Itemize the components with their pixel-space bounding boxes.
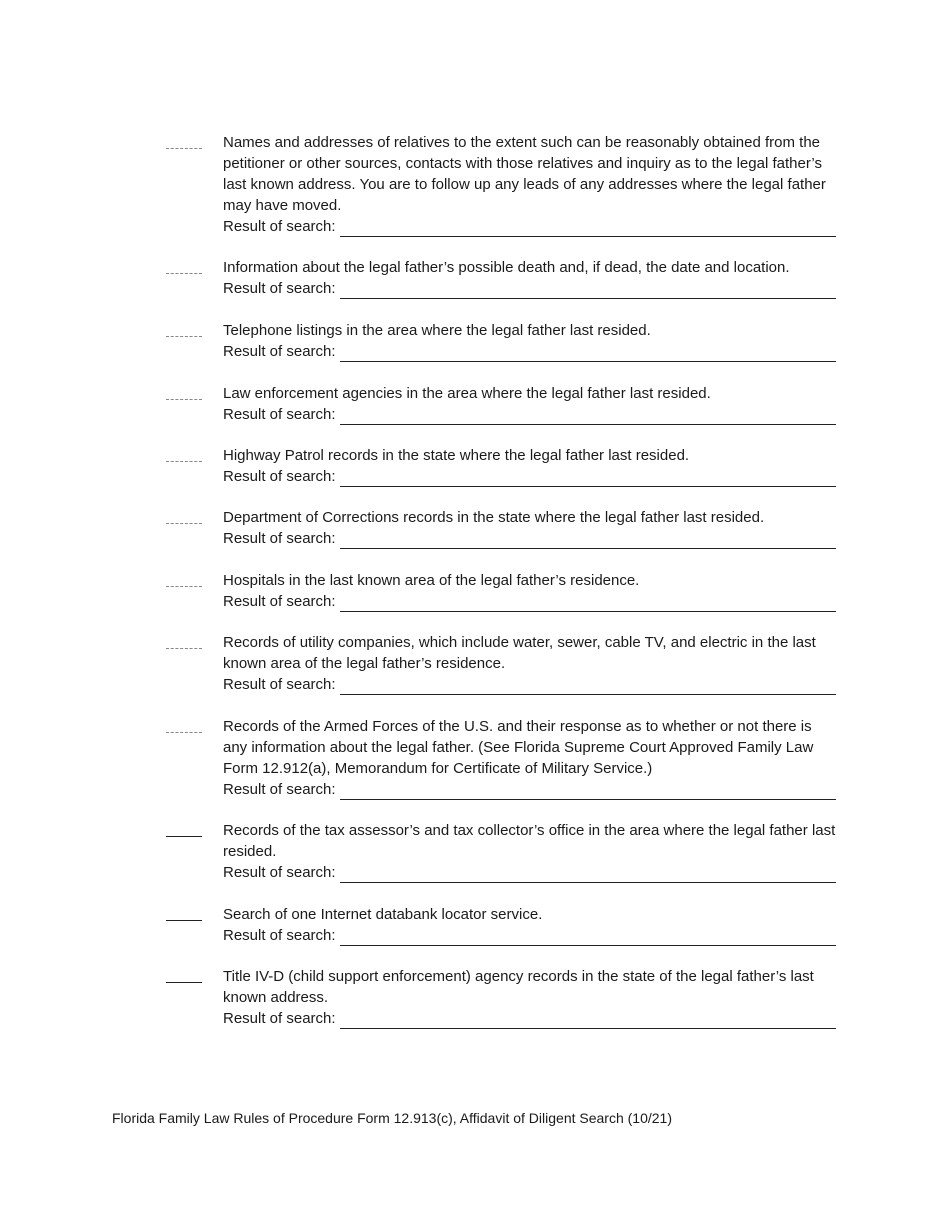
result-label: Result of search: — [223, 468, 336, 485]
item-description: Records of the tax assessor’s and tax collector’s office in the area where the legal father last resided. — [223, 822, 836, 860]
result-row — [223, 591, 846, 612]
search-item-telephone — [166, 320, 846, 362]
result-row — [223, 528, 846, 549]
search-item-relatives — [166, 132, 846, 237]
result-row — [223, 779, 846, 800]
checkbox-blank[interactable] — [166, 632, 202, 649]
result-row — [223, 674, 846, 695]
result-row — [223, 341, 846, 362]
result-row — [223, 404, 846, 425]
checkbox-blank[interactable] — [166, 507, 202, 524]
result-row — [223, 862, 846, 883]
result-label: Result of search: — [223, 280, 336, 297]
checkbox-blank[interactable] — [166, 257, 202, 274]
item-description: Department of Corrections records in the state where the legal father last resided. — [223, 509, 765, 526]
result-row — [223, 466, 846, 487]
result-row — [223, 925, 846, 946]
item-description: Information about the legal father’s possible death and, if dead, the date and location. — [223, 259, 790, 276]
search-item-armed-forces — [166, 716, 846, 800]
checkbox-blank[interactable] — [166, 320, 202, 337]
search-item-law-enforcement — [166, 383, 846, 425]
result-input-line[interactable] — [340, 469, 836, 487]
result-label: Result of search: — [223, 218, 336, 235]
result-input-line[interactable] — [340, 782, 836, 800]
result-label: Result of search: — [223, 406, 336, 423]
result-input-line[interactable] — [340, 677, 836, 695]
result-row — [223, 278, 846, 299]
checkbox-blank[interactable] — [166, 820, 202, 837]
search-item-utilities — [166, 632, 846, 695]
result-input-line[interactable] — [340, 407, 836, 425]
result-input-line[interactable] — [340, 1011, 836, 1029]
result-label: Result of search: — [223, 530, 336, 547]
search-item-tax-records — [166, 820, 846, 883]
checkbox-blank[interactable] — [166, 570, 202, 587]
result-input-line[interactable] — [340, 531, 836, 549]
checkbox-blank[interactable] — [166, 966, 202, 983]
checkbox-blank[interactable] — [166, 383, 202, 400]
item-description: Highway Patrol records in the state where the legal father last resided. — [223, 447, 690, 464]
item-description: Law enforcement agencies in the area where the legal father last resided. — [223, 385, 711, 402]
page-footer: Florida Family Law Rules of Procedure Form 12.913(c), Affidavit of Diligent Search (10/21) — [112, 1110, 672, 1126]
result-label: Result of search: — [223, 1010, 336, 1027]
item-description: Records of the Armed Forces of the U.S. and their response as to whether or not there is any information about the legal father. (See Florida Supreme Court Approved Family Law Form 12.912(a), Memorandum for Certificate of Military Service.) — [223, 718, 814, 777]
result-row — [223, 216, 846, 237]
item-description: Hospitals in the last known area of the legal father’s residence. — [223, 572, 640, 589]
result-input-line[interactable] — [340, 865, 836, 883]
search-item-corrections — [166, 507, 846, 549]
result-label: Result of search: — [223, 781, 336, 798]
search-item-hospitals — [166, 570, 846, 612]
result-input-line[interactable] — [340, 281, 836, 299]
result-input-line[interactable] — [340, 344, 836, 362]
result-input-line[interactable] — [340, 219, 836, 237]
item-description: Title IV-D (child support enforcement) agency records in the state of the legal father’s last known address. — [223, 968, 814, 1006]
result-label: Result of search: — [223, 343, 336, 360]
item-description: Search of one Internet databank locator service. — [223, 906, 543, 923]
search-item-death — [166, 257, 846, 299]
search-item-internet-databank — [166, 904, 846, 946]
result-label: Result of search: — [223, 593, 336, 610]
search-item-highway-patrol — [166, 445, 846, 487]
search-item-title-iv-d — [166, 966, 846, 1029]
result-label: Result of search: — [223, 927, 336, 944]
item-description: Telephone listings in the area where the legal father last resided. — [223, 322, 651, 339]
item-description: Records of utility companies, which include water, sewer, cable TV, and electric in the last known area of the legal father’s residence. — [223, 634, 816, 672]
result-row — [223, 1008, 846, 1029]
result-input-line[interactable] — [340, 594, 836, 612]
result-input-line[interactable] — [340, 928, 836, 946]
item-description: Names and addresses of relatives to the extent such can be reasonably obtained from the petitioner or other sources, contacts with those relatives and inquiry as to the legal father’s last known address. You are to follow up any leads of any addresses where the legal father may have moved. — [223, 134, 826, 214]
checkbox-blank[interactable] — [166, 132, 202, 149]
checkbox-blank[interactable] — [166, 445, 202, 462]
checkbox-blank[interactable] — [166, 904, 202, 921]
checkbox-blank[interactable] — [166, 716, 202, 733]
result-label: Result of search: — [223, 864, 336, 881]
result-label: Result of search: — [223, 676, 336, 693]
